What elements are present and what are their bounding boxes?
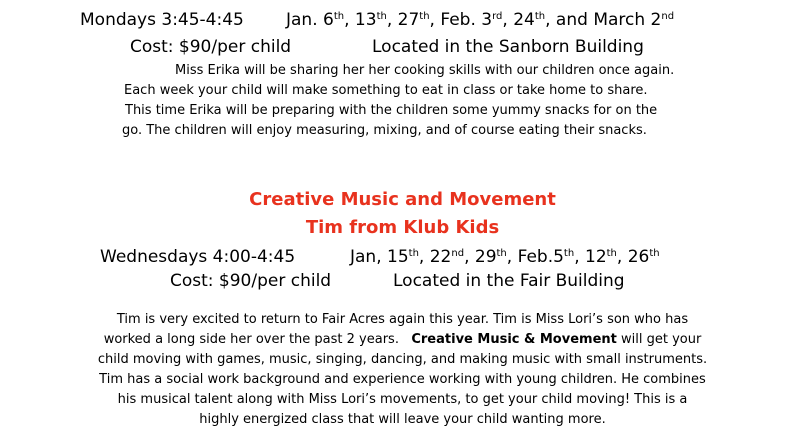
- date-item: Jan, 15th,: [350, 247, 430, 267]
- music-day-time: Wednesdays 4:00-4:45: [100, 247, 296, 267]
- cooking-desc-line-3: This time Erika will be preparing with the children some yummy snacks for on the: [125, 103, 658, 118]
- date-ordinal: th: [563, 248, 575, 259]
- date-item: 13th,: [354, 10, 398, 30]
- music-desc-line-2-end: will get your: [616, 332, 702, 347]
- cooking-location: Located in the Sanborn Building: [372, 37, 644, 57]
- date-ordinal: th: [649, 248, 660, 259]
- music-desc-line-6: highly energized class that will leave your child wanting more.: [199, 412, 606, 427]
- cooking-desc-line-1: Miss Erika will be sharing her her cooking skills with our children once again.: [175, 63, 675, 78]
- date-ordinal: th: [333, 11, 345, 22]
- music-desc-line-3: child moving with games, music, singing, dancing, and making music with small instruments.: [97, 352, 708, 367]
- date-ordinal: th: [376, 11, 387, 22]
- date-ordinal: th: [606, 248, 617, 259]
- date-ordinal: nd: [661, 11, 675, 22]
- date-item: 26th: [627, 247, 660, 267]
- date-ordinal: nd: [451, 248, 465, 259]
- cooking-day-time: Mondays 3:45-4:45: [80, 10, 244, 30]
- date-item: 29th,: [474, 247, 518, 267]
- date-ordinal: th: [534, 11, 546, 22]
- date-item: Feb. 3rd,: [440, 10, 514, 30]
- music-cost: Cost: $90/per child: [170, 271, 332, 291]
- date-ordinal: th: [408, 248, 419, 259]
- music-desc-line-5: his musical talent along with Miss Lori’s movements, to get your child moving! This is a: [117, 392, 688, 407]
- music-desc-class-name: Creative Music & Movement: [411, 332, 617, 347]
- music-desc-line-2: [0, 332, 805, 347]
- date-item: 27th,: [397, 10, 441, 30]
- date-ordinal: th: [419, 11, 430, 22]
- cooking-cost: Cost: $90/per child: [130, 37, 292, 57]
- date-item: March 2nd: [593, 10, 675, 30]
- cooking-dates: [286, 10, 674, 30]
- music-desc-line-2-start: worked a long side her over the past 2 years.: [103, 332, 412, 347]
- date-item: 22nd,: [429, 247, 475, 267]
- date-item: 24th, and: [513, 10, 594, 30]
- cooking-desc-line-2: Each week your child will make something to eat in class or take home to share.: [124, 83, 648, 98]
- date-item: Feb.5th,: [517, 247, 585, 267]
- music-desc-line-1: Tim is very excited to return to Fair Acres again this year. Tim is Miss Lori’s son who has: [116, 312, 689, 327]
- date-item: 12th,: [585, 247, 628, 267]
- date-ordinal: rd: [492, 11, 503, 22]
- music-subtitle: Tim from Klub Kids: [305, 217, 500, 238]
- cooking-desc-line-4: go. The children will enjoy measuring, mixing, and of course eating their snacks.: [122, 123, 647, 138]
- music-location: Located in the Fair Building: [393, 271, 625, 291]
- music-desc-line-4: Tim has a social work background and experience working with young children. He combines: [99, 372, 706, 387]
- music-dates: [350, 247, 660, 267]
- date-item: Jan. 6th,: [286, 10, 355, 30]
- date-ordinal: th: [496, 248, 507, 259]
- music-title: Creative Music and Movement: [249, 189, 556, 210]
